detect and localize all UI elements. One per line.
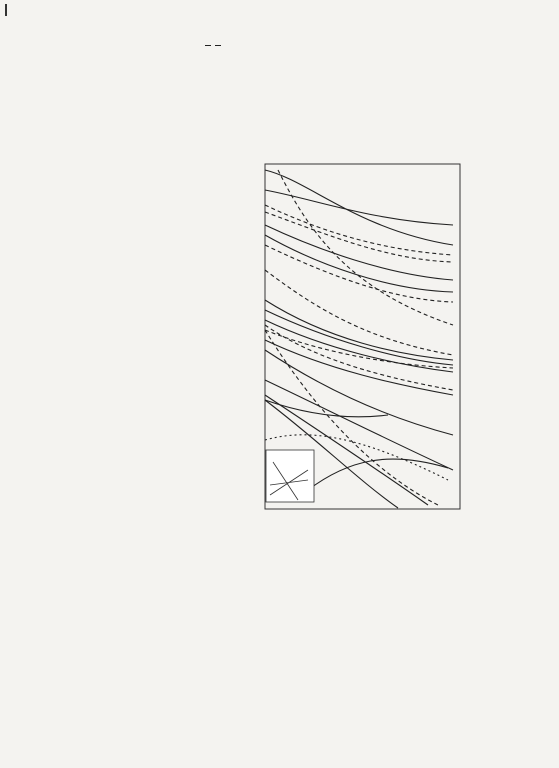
fraction-beta-alpha xyxy=(215,45,221,46)
inset-plot xyxy=(266,450,314,502)
fraction-numerator xyxy=(215,45,221,46)
curve-14 xyxy=(265,325,453,390)
curve-9 xyxy=(265,300,453,360)
curve-2 xyxy=(265,190,453,225)
curve-13 xyxy=(265,330,453,368)
curve-1 xyxy=(265,170,453,245)
curve-21 xyxy=(308,459,448,490)
curve-7 xyxy=(265,245,453,302)
formula-106 xyxy=(205,38,221,52)
margin-mark xyxy=(5,4,7,16)
figure-103-chart xyxy=(248,150,476,530)
fraction-kp-kc xyxy=(205,45,211,46)
curve-5 xyxy=(265,225,453,280)
fraction-numerator xyxy=(205,45,211,46)
